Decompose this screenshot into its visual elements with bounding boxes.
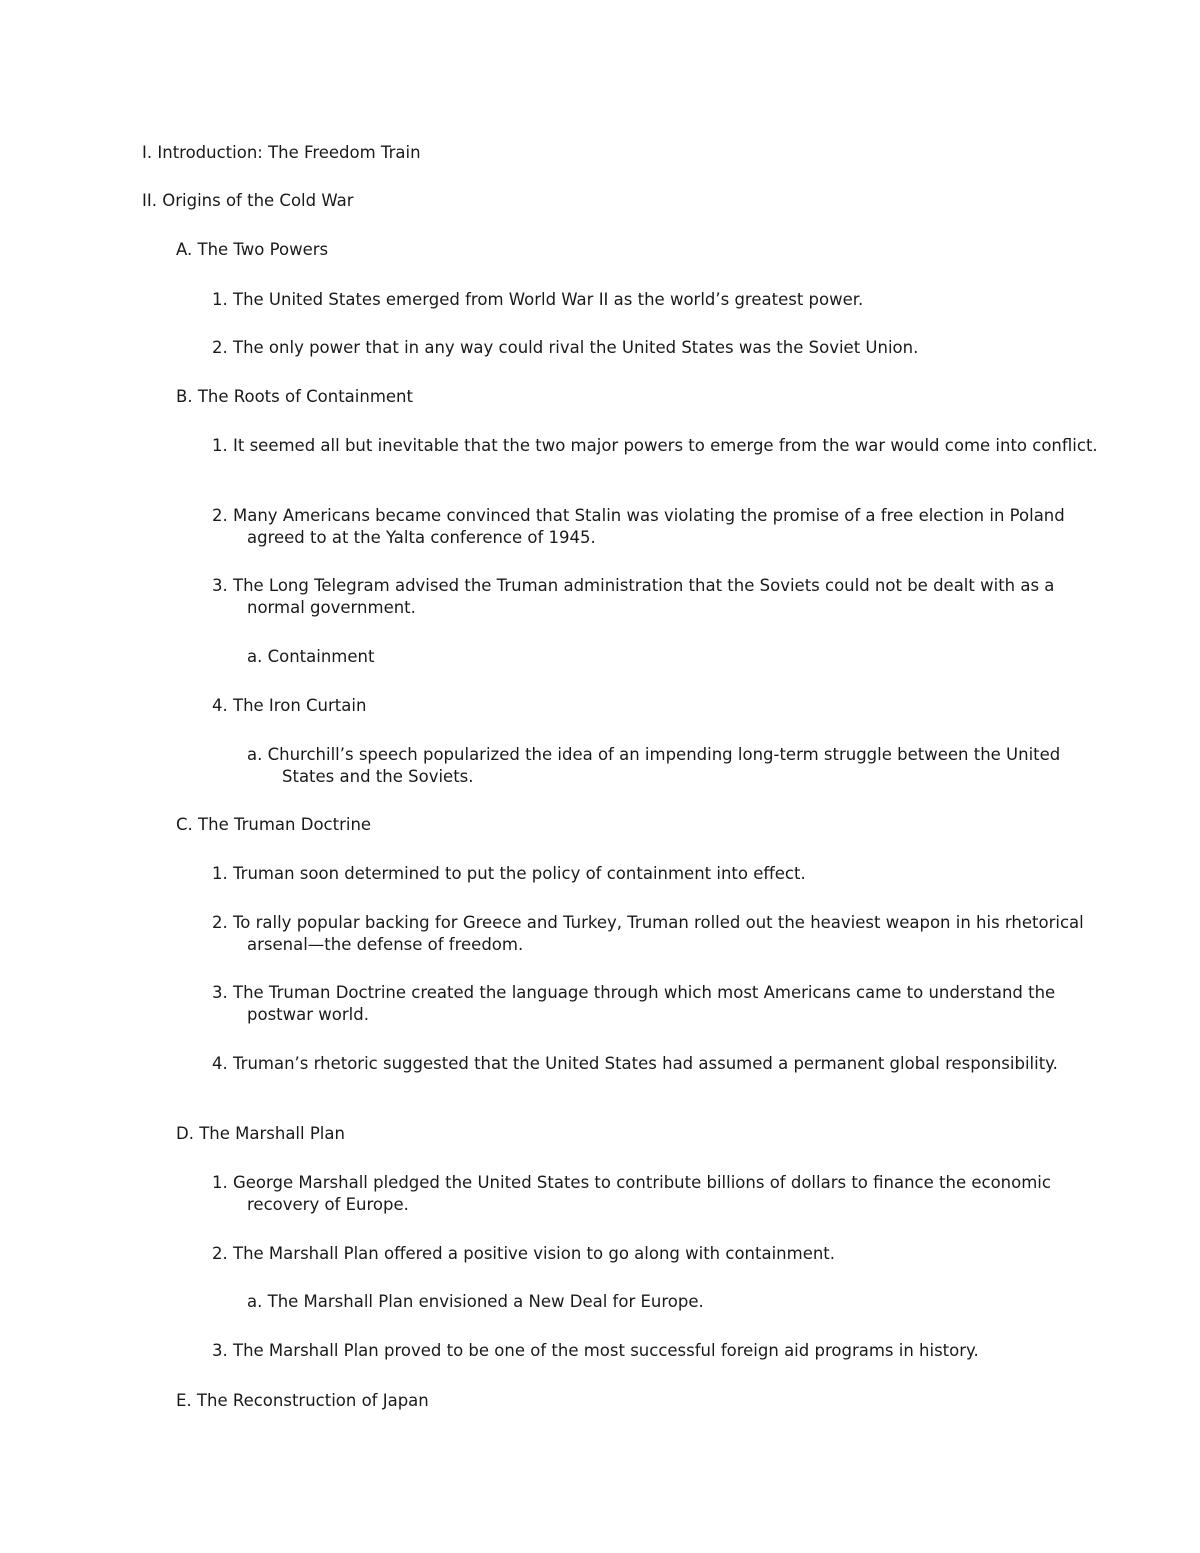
outline-subpoint: a. Churchill’s speech popularized the idea of an impending long-term struggle between the United States and the Soviets.	[247, 745, 1061, 786]
outline-point: 1. The United States emerged from World War II as the world’s greatest power.	[212, 290, 864, 309]
outline-point: 4. The Iron Curtain	[212, 696, 367, 715]
outline-subpoint: a. Containment	[247, 647, 375, 666]
outline-point: 2. The only power that in any way could rival the United States was the Soviet Union.	[212, 338, 919, 357]
outline-point: 2. Many Americans became convinced that Stalin was violating the promise of a free election in Poland agreed to at the Yalta conference of 1945.	[212, 506, 1065, 547]
outline-section-d: D. The Marshall Plan	[176, 1124, 345, 1143]
outline-point: 2. The Marshall Plan offered a positive vision to go along with containment.	[212, 1244, 836, 1263]
outline-subpoint: a. The Marshall Plan envisioned a New Deal for Europe.	[247, 1292, 704, 1311]
outline-point: 1. George Marshall pledged the United States to contribute billions of dollars to finance the economic recovery of Europe.	[212, 1173, 1051, 1214]
outline-section-c: C. The Truman Doctrine	[176, 815, 372, 834]
outline-point: 1. It seemed all but inevitable that the two major powers to emerge from the war would come into conflict.	[212, 436, 1098, 455]
outline-section-e: E. The Reconstruction of Japan	[176, 1391, 429, 1410]
outline-point: 1. Truman soon determined to put the policy of containment into effect.	[212, 864, 806, 883]
outline-section-a: A. The Two Powers	[176, 240, 329, 259]
outline-heading-1: I. Introduction: The Freedom Train	[142, 143, 421, 162]
outline-point: 3. The Marshall Plan proved to be one of the most successful foreign aid programs in history.	[212, 1341, 979, 1360]
outline-point: 3. The Truman Doctrine created the language through which most Americans came to understand the postwar world.	[212, 983, 1056, 1024]
outline-point: 4. Truman’s rhetoric suggested that the United States had assumed a permanent global responsibility.	[212, 1054, 1058, 1073]
outline-section-b: B. The Roots of Containment	[176, 387, 413, 406]
outline-heading-2: II. Origins of the Cold War	[142, 191, 354, 210]
outline-point: 2. To rally popular backing for Greece and Turkey, Truman rolled out the heaviest weapon in his rhetorical arsenal—the defense of freedom.	[212, 913, 1084, 954]
outline-point: 3. The Long Telegram advised the Truman administration that the Soviets could not be dealt with as a normal government.	[212, 576, 1055, 617]
